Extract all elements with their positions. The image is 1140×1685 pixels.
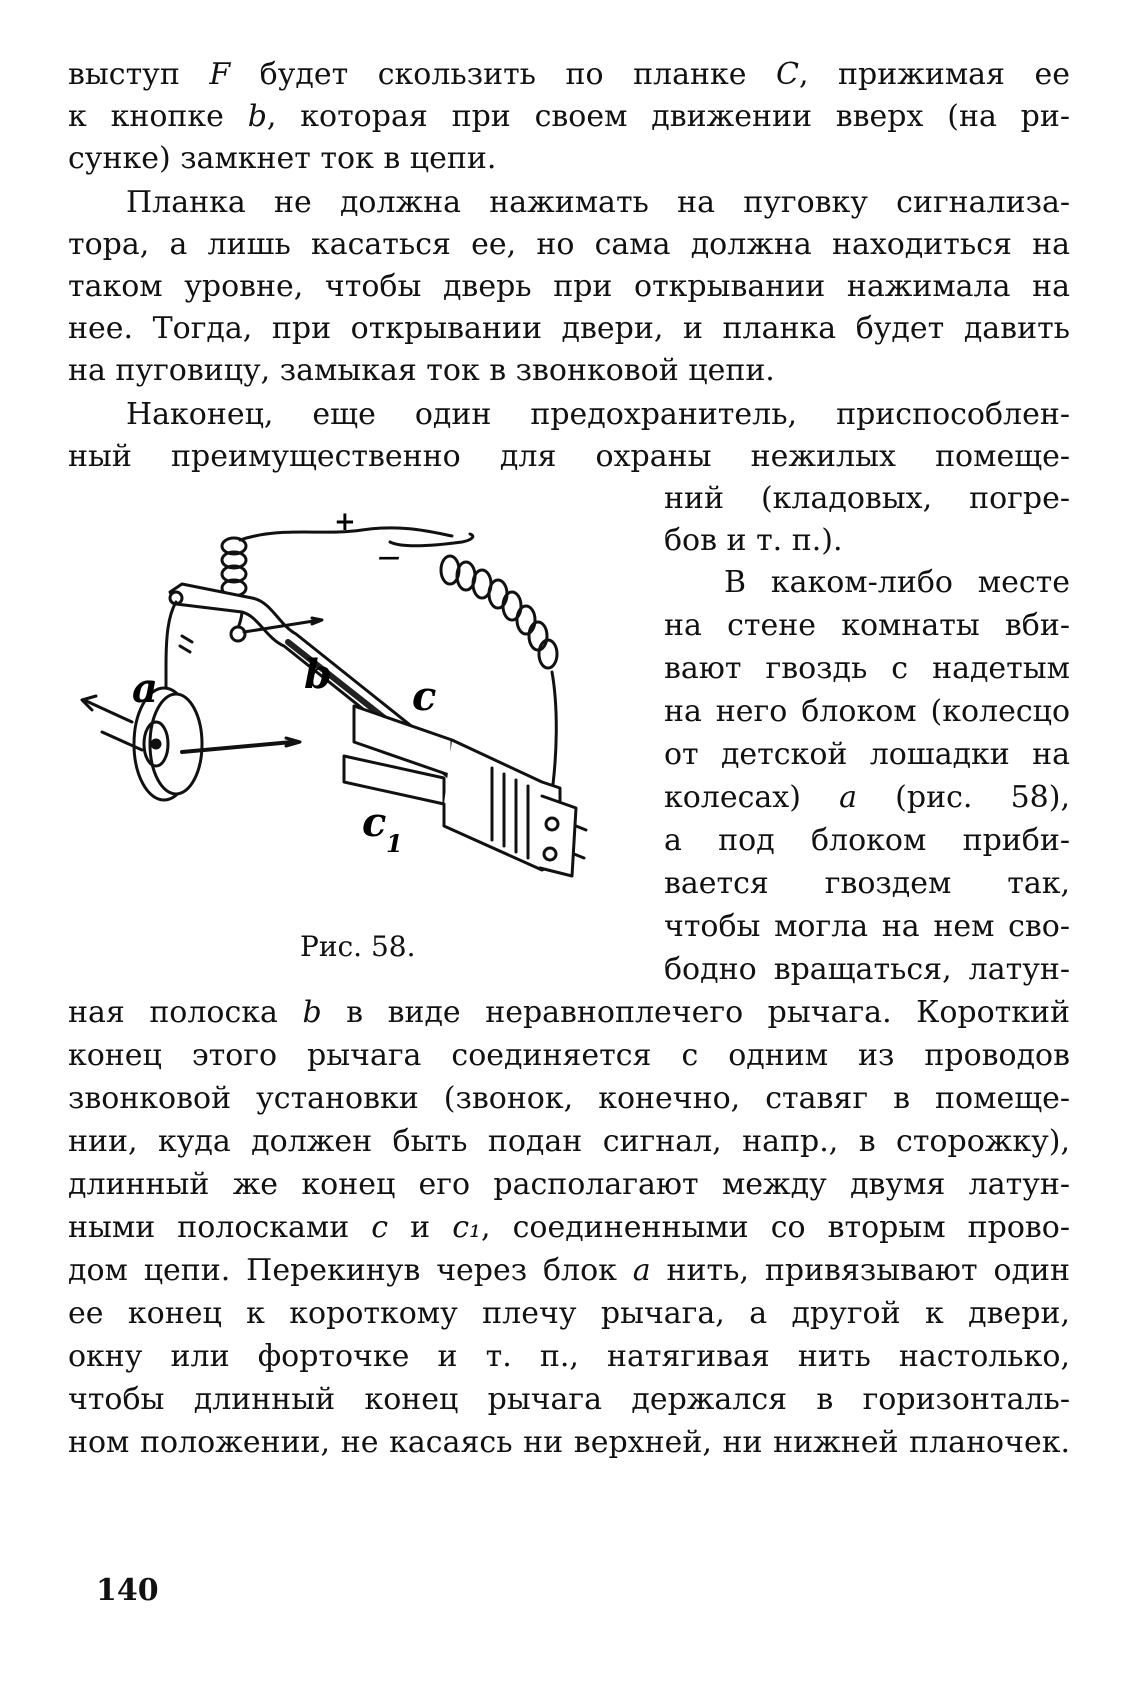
label-b: b bbox=[304, 651, 332, 698]
label-plus: + bbox=[334, 507, 356, 537]
text-line: ном положении, не касаясь ни верхней, ни нижней планочек. bbox=[68, 1425, 1070, 1460]
text-line: ее конец к короткому плечу рычага, а другой к двери, bbox=[68, 1296, 1070, 1331]
text-line: таком уровне, чтобы дверь при открывании нажимала на bbox=[68, 269, 1070, 304]
lever-alarm-diagram bbox=[72, 506, 632, 906]
text-line: окну или форточке и т. п., натягивая нить настолько, bbox=[68, 1339, 1070, 1374]
text-line: звонковой установки (звонок, конечно, ставяг в помеще- bbox=[68, 1081, 1070, 1116]
text-line: ными полосками c и c₁, соединенными со вторым прово- bbox=[68, 1210, 1071, 1245]
wire-minus bbox=[390, 534, 473, 546]
text-line: бов и т. п.). bbox=[664, 523, 843, 558]
text-line: тора, а лишь касаться ее, но сама должна находиться на bbox=[68, 227, 1070, 262]
label-a: a bbox=[132, 665, 158, 712]
text-line: ный преимущественно для охраны нежилых помеще- bbox=[68, 439, 1070, 474]
text-line: вают гвоздь с надетым bbox=[664, 651, 1070, 686]
text-line: нее. Тогда, при открывании двери, и планка будет давить bbox=[68, 311, 1070, 346]
label-c1: c bbox=[362, 799, 387, 846]
left-coil bbox=[222, 538, 246, 628]
label-c: c bbox=[412, 673, 437, 720]
text-line: нии, куда должен быть подан сигнал, напр., в сторожку), bbox=[68, 1124, 1070, 1159]
text-line: выступ F будет скользить по планке C, прижимая ее bbox=[68, 57, 1070, 92]
text-line: от детской лошадки на bbox=[664, 737, 1070, 772]
text-line: чтобы длинный конец рычага держался в горизонталь- bbox=[68, 1382, 1070, 1417]
text-line: к кнопке b, которая при своем движении вверх (на ри- bbox=[68, 99, 1070, 134]
text-line: ний (кладовых, погре- bbox=[664, 481, 1070, 516]
label-c1-subscript: 1 bbox=[386, 829, 403, 858]
text-line: Наконец, еще один предохранитель, приспособлен- bbox=[126, 397, 1070, 432]
text-line: конец этого рычага соединяется с одним из проводов bbox=[68, 1038, 1070, 1073]
text-line: В каком-либо месте bbox=[724, 565, 1070, 600]
text-line: а под блоком приби- bbox=[664, 823, 1070, 858]
label-minus: — bbox=[378, 544, 400, 570]
text-line: вается гвоздем так, bbox=[664, 866, 1070, 901]
text-line: на него блоком (колесцо bbox=[664, 694, 1070, 729]
text-line: на стене комнаты вби- bbox=[664, 608, 1070, 643]
text-line: сунке) замкнет ток в цепи. bbox=[68, 141, 497, 176]
page-number: 140 bbox=[96, 1573, 159, 1608]
text-line: колесах) a (рис. 58), bbox=[664, 780, 1070, 815]
figure-58 bbox=[72, 506, 632, 906]
text-line: чтобы могла на нем сво- bbox=[664, 909, 1070, 944]
text-line: ная полоска b в виде неравноплечего рычага. Короткий bbox=[68, 995, 1070, 1030]
text-line: Планка не должна нажимать на пуговку сигнализа- bbox=[126, 185, 1070, 220]
text-line: длинный же конец его располагают между двумя латун- bbox=[68, 1167, 1070, 1202]
figure-caption: Рис. 58. bbox=[300, 930, 416, 963]
text-line: дом цепи. Перекинув через блок a нить, привязывают один bbox=[68, 1253, 1070, 1288]
text-line: на пуговицу, замыкая ток в звонковой цепи. bbox=[68, 353, 775, 388]
text-line: бодно вращаться, латун- bbox=[664, 952, 1070, 987]
